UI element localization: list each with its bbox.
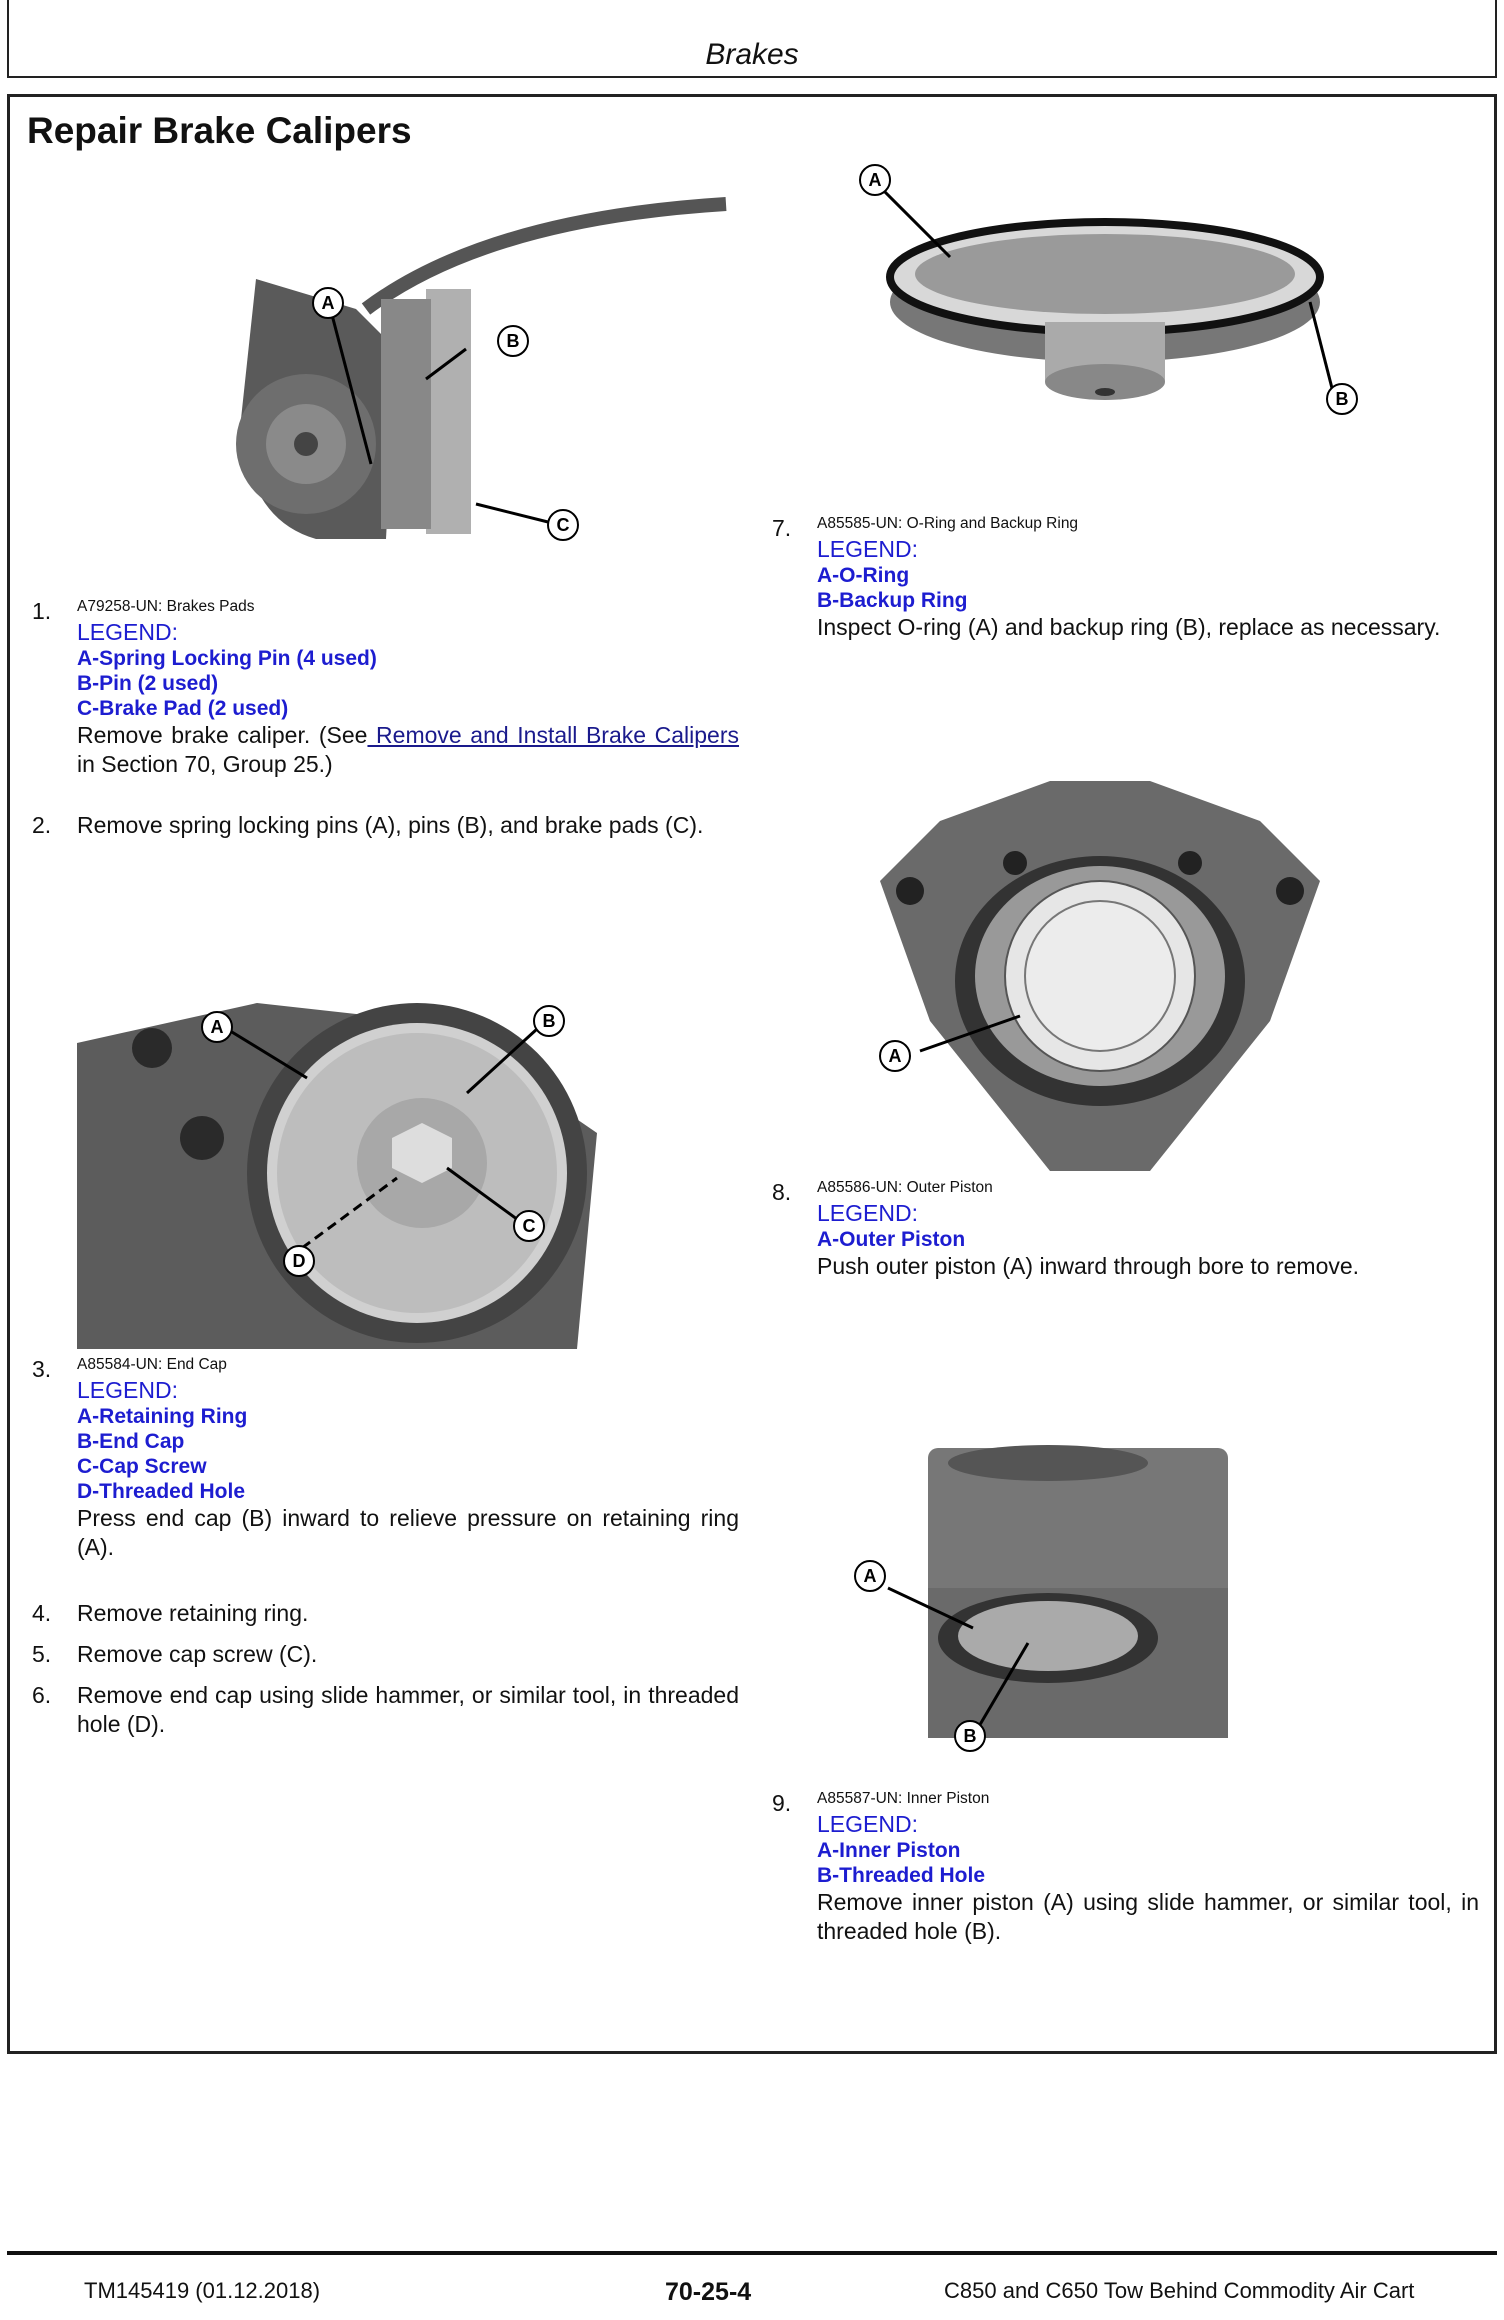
legend-item: B-Backup Ring [817,589,968,612]
legend-item: A-Retaining Ring [77,1405,248,1428]
header-box [7,0,1497,78]
figure-caption: A85585-UN: O-Ring and Backup Ring [817,515,1079,532]
step-text: Remove inner piston (A) using slide hammer, or similar tool, in threaded hole (B). [817,1889,1479,1944]
legend-item: B-End Cap [77,1430,185,1453]
legend-item: B-Threaded Hole [817,1864,986,1887]
legend-item: C-Brake Pad (2 used) [77,697,289,720]
step-number: 7. [772,515,792,541]
figure-brake-pads [236,199,726,559]
step-text: Remove spring locking pins (A), pins (B), and brake pads (C). [77,812,704,838]
callout-a: A [868,170,882,190]
step-number: 3. [32,1356,52,1382]
legend-item: A-Spring Locking Pin (4 used) [77,647,377,670]
step-6 [32,1681,739,1739]
figure-caption: A79258-UN: Brakes Pads [77,598,255,615]
step-text: Press end cap (B) inward to relieve pressure on retaining ring (A). [77,1505,739,1560]
callout-b: B [1335,389,1349,409]
figure-caption: A85586-UN: Outer Piston [817,1179,993,1196]
step-number: 9. [772,1790,792,1816]
section-title: Brakes [705,38,799,71]
legend-item: A-Inner Piston [817,1839,961,1862]
legend-label: LEGEND: [817,1200,918,1226]
figure-inner-piston [848,1438,1268,1758]
step-7 [772,514,1479,642]
legend-item: B-Pin (2 used) [77,672,219,695]
remove-install-calipers-link[interactable]: Remove and Install Brake Calipers [367,722,740,748]
footer-product: C850 and C650 Tow Behind Commodity Air Cart [944,2278,1415,2303]
figure-outer-piston [870,781,1330,1176]
step-4 [32,1599,739,1628]
step-text: Push outer piston (A) inward through bore to remove. [817,1253,1360,1279]
figure-end-cap [77,1003,607,1349]
page-title: Repair Brake Calipers [27,110,412,151]
callout-a: A [321,293,335,313]
step-text: Inspect O-ring (A) and backup ring (B), replace as necessary. [817,614,1441,640]
step-number: 8. [772,1179,792,1205]
step-8 [772,1178,1479,1281]
legend-item: D-Threaded Hole [77,1480,246,1503]
callout-b: B [963,1726,977,1746]
step-number: 2. [32,812,52,838]
step-number: 6. [32,1682,52,1708]
step-text: Remove cap screw (C). [77,1641,318,1667]
legend-label: LEGEND: [817,1811,918,1837]
legend-label: LEGEND: [817,536,918,562]
step-number: 1. [32,598,52,624]
figure-caption: A85587-UN: Inner Piston [817,1790,990,1807]
callout-a: A [888,1046,902,1066]
step-number: 4. [32,1600,52,1626]
callout-a: A [210,1017,224,1037]
footer-doc-id: TM145419 (01.12.2018) [84,2278,321,2303]
figure-caption: A85584-UN: End Cap [77,1356,227,1373]
step-text: Remove brake caliper. (See Remove and Install Brake Calipers in Section 70, Group 25.) [77,722,740,777]
step-2 [32,811,739,840]
callout-a: A [863,1566,877,1586]
step-9 [772,1789,1479,1946]
legend-item: C-Cap Screw [77,1455,207,1478]
legend-label: LEGEND: [77,1377,178,1403]
footer-page-number: 70-25-4 [665,2278,752,2306]
legend-item: A-O-Ring [817,564,910,587]
legend-item: A-Outer Piston [817,1228,966,1251]
step-text: Remove end cap using slide hammer, or similar tool, in threaded hole (D). [77,1682,739,1737]
callout-b: B [506,331,520,351]
callout-c: C [522,1216,536,1236]
footer-divider [7,2251,1497,2255]
legend-label: LEGEND: [77,619,178,645]
step-1 [32,597,740,779]
step-5 [32,1640,739,1669]
step-text: Remove retaining ring. [77,1600,309,1626]
figure-o-ring [855,162,1349,422]
callout-c: C [556,515,570,535]
callout-b: B [542,1011,556,1031]
step-number: 5. [32,1641,52,1667]
step-3 [32,1355,739,1562]
callout-d: D [292,1251,306,1271]
